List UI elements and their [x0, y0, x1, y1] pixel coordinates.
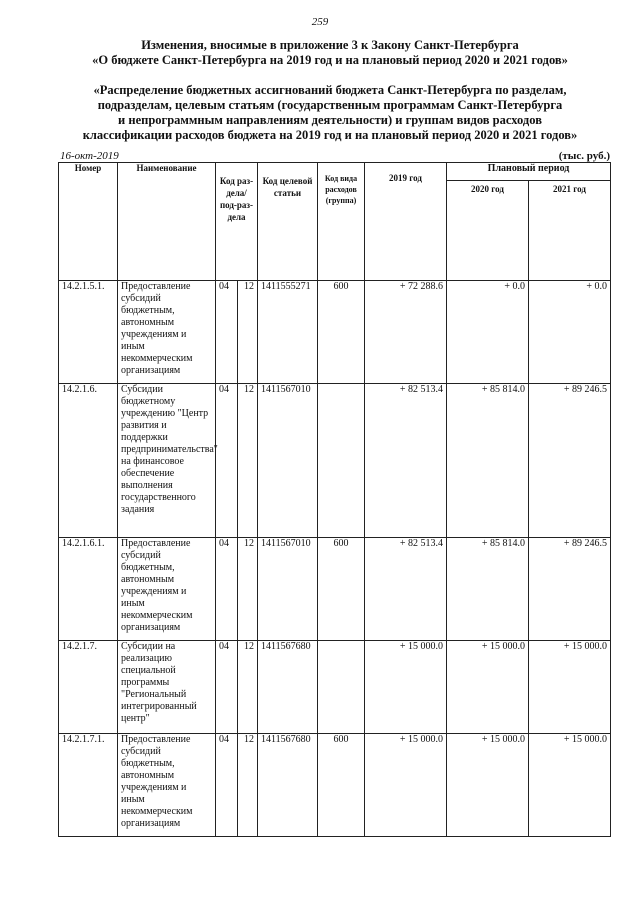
row-2021: + 89 246.5: [529, 538, 611, 641]
document-date: 16-окт-2019: [60, 150, 119, 162]
page-number: 259: [311, 16, 329, 28]
row-2021: + 15 000.0: [529, 641, 611, 734]
header-planning-period: Плановый период: [447, 163, 611, 181]
table-row: [59, 281, 611, 384]
budget-table: [58, 162, 611, 837]
header-expense-type: Код вида расходов (группа): [318, 163, 365, 281]
table-row: [59, 538, 611, 641]
subheading-line-1: «Распределение бюджетных ассигнований бюджета Санкт-Петербурга по разделам,: [93, 83, 567, 97]
row-2019: + 82 513.4: [365, 538, 447, 641]
subheading-line-2: подразделам, целевым статьям (государственным программам Санкт-Петербурга: [97, 98, 563, 112]
row-section: 04: [216, 734, 238, 837]
row-section: 04: [216, 384, 238, 538]
row-section: 04: [216, 281, 238, 384]
row-number: 14.2.1.6.1.: [59, 538, 118, 641]
row-expense-group: 600: [318, 281, 365, 384]
row-subsection: 12: [238, 641, 258, 734]
document-heading: [60, 38, 600, 68]
row-expense-group: [318, 384, 365, 538]
row-name: Предоставление субсидий бюджетным, автономным учреждениям и иным некоммерческим организациям: [118, 538, 216, 641]
row-subsection: 12: [238, 734, 258, 837]
header-section-code: Код раз-дела/ под-раз-дела: [216, 163, 258, 281]
subheading-line-4: классификации расходов бюджета на 2019 год и на плановый период 2020 и 2021 годов»: [82, 128, 578, 142]
subheading-line-3: и непрограммным направлениям деятельности) и группам видов расходов: [118, 113, 542, 127]
row-2019: + 15 000.0: [365, 734, 447, 837]
row-number: 14.2.1.6.: [59, 384, 118, 538]
row-2020: + 15 000.0: [447, 641, 529, 734]
row-2020: + 0.0: [447, 281, 529, 384]
units-label: (тыс. руб.): [558, 150, 610, 162]
header-number: Номер: [59, 163, 118, 281]
row-expense-group: 600: [318, 734, 365, 837]
row-2020: + 85 814.0: [447, 538, 529, 641]
row-name: Субсидии бюджетному учреждению "Центр развития и поддержки предпринимательства" на финансовое обеспечение выполнения государственного задания: [118, 384, 216, 538]
header-name: Наименование: [118, 163, 216, 281]
row-number: 14.2.1.7.1.: [59, 734, 118, 837]
row-subsection: 12: [238, 281, 258, 384]
heading-line-2: «О бюджете Санкт-Петербурга на 2019 год и на плановый период 2020 и 2021 годов»: [92, 53, 568, 67]
row-target-code: 1411567010: [258, 384, 318, 538]
row-subsection: 12: [238, 538, 258, 641]
table-subheading: [60, 83, 600, 143]
header-2021: 2021 год: [529, 181, 611, 281]
header-target-code: Код целевой статьи: [258, 163, 318, 281]
row-number: 14.2.1.7.: [59, 641, 118, 734]
row-name: Предоставление субсидий бюджетным, автономным учреждениям и иным некоммерческим организациям: [118, 281, 216, 384]
header-2019: 2019 год: [365, 163, 447, 281]
row-2021: + 0.0: [529, 281, 611, 384]
row-2020: + 85 814.0: [447, 384, 529, 538]
row-2019: + 82 513.4: [365, 384, 447, 538]
row-target-code: 1411567010: [258, 538, 318, 641]
row-target-code: 1411555271: [258, 281, 318, 384]
row-section: 04: [216, 538, 238, 641]
row-expense-group: 600: [318, 538, 365, 641]
row-name: Предоставление субсидий бюджетным, автономным учреждениям и иным некоммерческим организациям: [118, 734, 216, 837]
row-2021: + 15 000.0: [529, 734, 611, 837]
row-number: 14.2.1.5.1.: [59, 281, 118, 384]
row-2019: + 15 000.0: [365, 641, 447, 734]
header-2020: 2020 год: [447, 181, 529, 281]
row-2020: + 15 000.0: [447, 734, 529, 837]
row-target-code: 1411567680: [258, 641, 318, 734]
row-section: 04: [216, 641, 238, 734]
heading-line-1: Изменения, вносимые в приложение 3 к Закону Санкт-Петербурга: [141, 38, 519, 52]
row-subsection: 12: [238, 384, 258, 538]
table-row: [59, 641, 611, 734]
row-2021: + 89 246.5: [529, 384, 611, 538]
table-row: [59, 384, 611, 538]
row-2019: + 72 288.6: [365, 281, 447, 384]
row-target-code: 1411567680: [258, 734, 318, 837]
row-name: Субсидии на реализацию специальной программы "Региональный интегрированный центр": [118, 641, 216, 734]
table-row: [59, 734, 611, 837]
row-expense-group: [318, 641, 365, 734]
